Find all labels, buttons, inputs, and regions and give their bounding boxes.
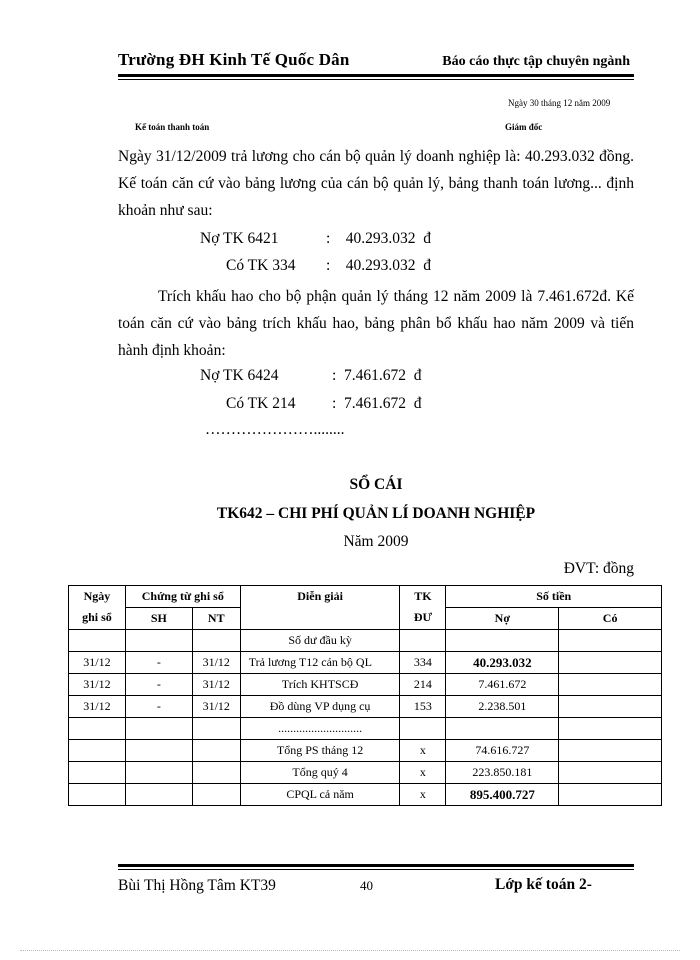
header-report-title: Báo cáo thực tập chuyên ngành xyxy=(442,54,630,69)
table-cell xyxy=(559,762,662,784)
entry1-debit-value: : 40.293.032 đ xyxy=(326,230,432,247)
dots-cell: ............................ xyxy=(240,718,400,740)
ledger-unit: ĐVT: đồng xyxy=(563,560,634,577)
row-credit xyxy=(559,674,662,696)
footer-rule-thick xyxy=(118,864,634,867)
table-row xyxy=(69,696,662,718)
total-debit: 895.400.727 xyxy=(446,784,559,806)
entry2-credit-value: : 7.461.672 đ xyxy=(332,395,422,412)
col-date-header-line1: Ngày xyxy=(83,589,111,603)
total-desc: CPQL cả năm xyxy=(240,784,400,806)
col-tk-header xyxy=(400,586,446,630)
ledger-table xyxy=(68,585,662,806)
table-cell xyxy=(559,718,662,740)
row-credit xyxy=(559,652,662,674)
row-nt: 31/12 xyxy=(192,674,240,696)
row-tk: 214 xyxy=(400,674,446,696)
table-cell xyxy=(192,718,240,740)
row-tk: 334 xyxy=(400,652,446,674)
total-row xyxy=(69,784,662,806)
table-cell xyxy=(559,630,662,652)
table-cell xyxy=(69,630,126,652)
table-cell xyxy=(446,718,559,740)
col-tk-header-line1: TK xyxy=(414,589,432,603)
row-desc: Đồ dùng VP dụng cụ xyxy=(240,696,400,718)
row-sh: - xyxy=(125,696,192,718)
table-cell xyxy=(69,784,126,806)
signature-accountant: Kế toán thanh toán xyxy=(135,122,210,132)
paragraph-salary: Ngày 31/12/2009 trả lương cho cán bộ quản lý doanh nghiệp là: 40.293.032 đồng. Kế toán căn cứ vào bảng lương của cán bộ quản lý, bảng thanh toán lương... định khoản như sau: xyxy=(118,148,634,219)
total-tk: x xyxy=(400,784,446,806)
total-tk: x xyxy=(400,762,446,784)
table-cell xyxy=(69,718,126,740)
table-row xyxy=(69,674,662,696)
col-sh-header: SH xyxy=(125,608,192,630)
table-cell xyxy=(400,718,446,740)
opening-balance-row xyxy=(69,630,662,652)
table-cell xyxy=(192,740,240,762)
row-desc: Trả lương T12 cán bộ QL xyxy=(240,652,400,674)
row-sh: - xyxy=(125,674,192,696)
ledger-title: SỔ CÁI xyxy=(349,476,403,493)
footer-author: Bùi Thị Hồng Tâm KT39 xyxy=(118,877,276,894)
table-row xyxy=(69,652,662,674)
ledger-subtitle: TK642 – CHI PHÍ QUẢN LÍ DOANH NGHIỆP xyxy=(216,505,536,522)
header-rule-thin xyxy=(118,79,634,80)
total-desc: Tổng quý 4 xyxy=(240,762,400,784)
header-school-name: Trường ĐH Kinh Tế Quốc Dân xyxy=(118,50,350,69)
col-desc-header: Diễn giải xyxy=(240,586,400,630)
footer-rule-thin xyxy=(118,869,634,870)
ledger-header-row-1 xyxy=(69,586,662,608)
table-cell xyxy=(559,784,662,806)
row-date: 31/12 xyxy=(69,696,126,718)
table-cell xyxy=(400,630,446,652)
entry1-credit-value: : 40.293.032 đ xyxy=(326,257,432,274)
header-rule-thick xyxy=(118,74,634,77)
table-cell xyxy=(125,762,192,784)
col-amount-header: Số tiền xyxy=(446,586,662,608)
page-bottom-divider xyxy=(20,950,680,951)
footer-class: Lớp kế toán 2- xyxy=(495,876,592,893)
entry1-debit-label: Nợ TK 6421 xyxy=(200,230,279,247)
paragraph-depreciation: Trích khấu hao cho bộ phận quản lý tháng 12 năm 2009 là 7.461.672đ. Kế toán căn cứ vào bảng trích khấu hao, bảng phân bổ khấu hao năm 2009 và tiến hành định khoản: xyxy=(118,288,634,359)
total-row xyxy=(69,762,662,784)
col-date-header-line2: ghi sổ xyxy=(82,610,112,624)
table-cell xyxy=(192,762,240,784)
row-sh: - xyxy=(125,652,192,674)
footer-page-number: 40 xyxy=(360,878,373,893)
signature-director: Giám đốc xyxy=(505,122,543,132)
row-debit: 40.293.032 xyxy=(446,652,559,674)
entry2-debit-value: : 7.461.672 đ xyxy=(332,367,422,384)
row-credit xyxy=(559,696,662,718)
dots-row xyxy=(69,718,662,740)
total-desc: Tổng PS tháng 12 xyxy=(240,740,400,762)
table-cell xyxy=(125,784,192,806)
entry1-credit-label: Có TK 334 xyxy=(226,257,296,274)
col-date-header xyxy=(69,586,126,630)
row-debit: 2.238.501 xyxy=(446,696,559,718)
table-cell xyxy=(125,740,192,762)
col-tk-header-line2: ĐƯ xyxy=(413,610,433,624)
total-debit: 223.850.181 xyxy=(446,762,559,784)
row-desc: Trích KHTSCĐ xyxy=(240,674,400,696)
table-cell xyxy=(69,740,126,762)
signature-date: Ngày 30 tháng 12 năm 2009 xyxy=(508,98,611,108)
total-tk: x xyxy=(400,740,446,762)
table-cell xyxy=(559,740,662,762)
table-cell xyxy=(446,630,559,652)
row-date: 31/12 xyxy=(69,674,126,696)
col-voucher-header: Chứng từ ghi sổ xyxy=(125,586,240,608)
row-tk: 153 xyxy=(400,696,446,718)
table-cell xyxy=(125,630,192,652)
entry2-credit-label: Có TK 214 xyxy=(226,395,296,412)
total-debit: 74.616.727 xyxy=(446,740,559,762)
row-nt: 31/12 xyxy=(192,652,240,674)
col-debit-header: Nợ xyxy=(446,608,559,630)
ledger-year: Năm 2009 xyxy=(343,533,409,550)
table-cell xyxy=(192,784,240,806)
row-debit: 7.461.672 xyxy=(446,674,559,696)
table-cell xyxy=(125,718,192,740)
ellipsis-line: …………………........ xyxy=(205,421,345,438)
row-nt: 31/12 xyxy=(192,696,240,718)
row-date: 31/12 xyxy=(69,652,126,674)
total-row xyxy=(69,740,662,762)
entry2-debit-label: Nợ TK 6424 xyxy=(200,367,279,384)
opening-balance-label: Số dư đầu kỳ xyxy=(240,630,400,652)
col-credit-header: Có xyxy=(559,608,662,630)
table-cell xyxy=(69,762,126,784)
table-cell xyxy=(192,630,240,652)
col-nt-header: NT xyxy=(192,608,240,630)
